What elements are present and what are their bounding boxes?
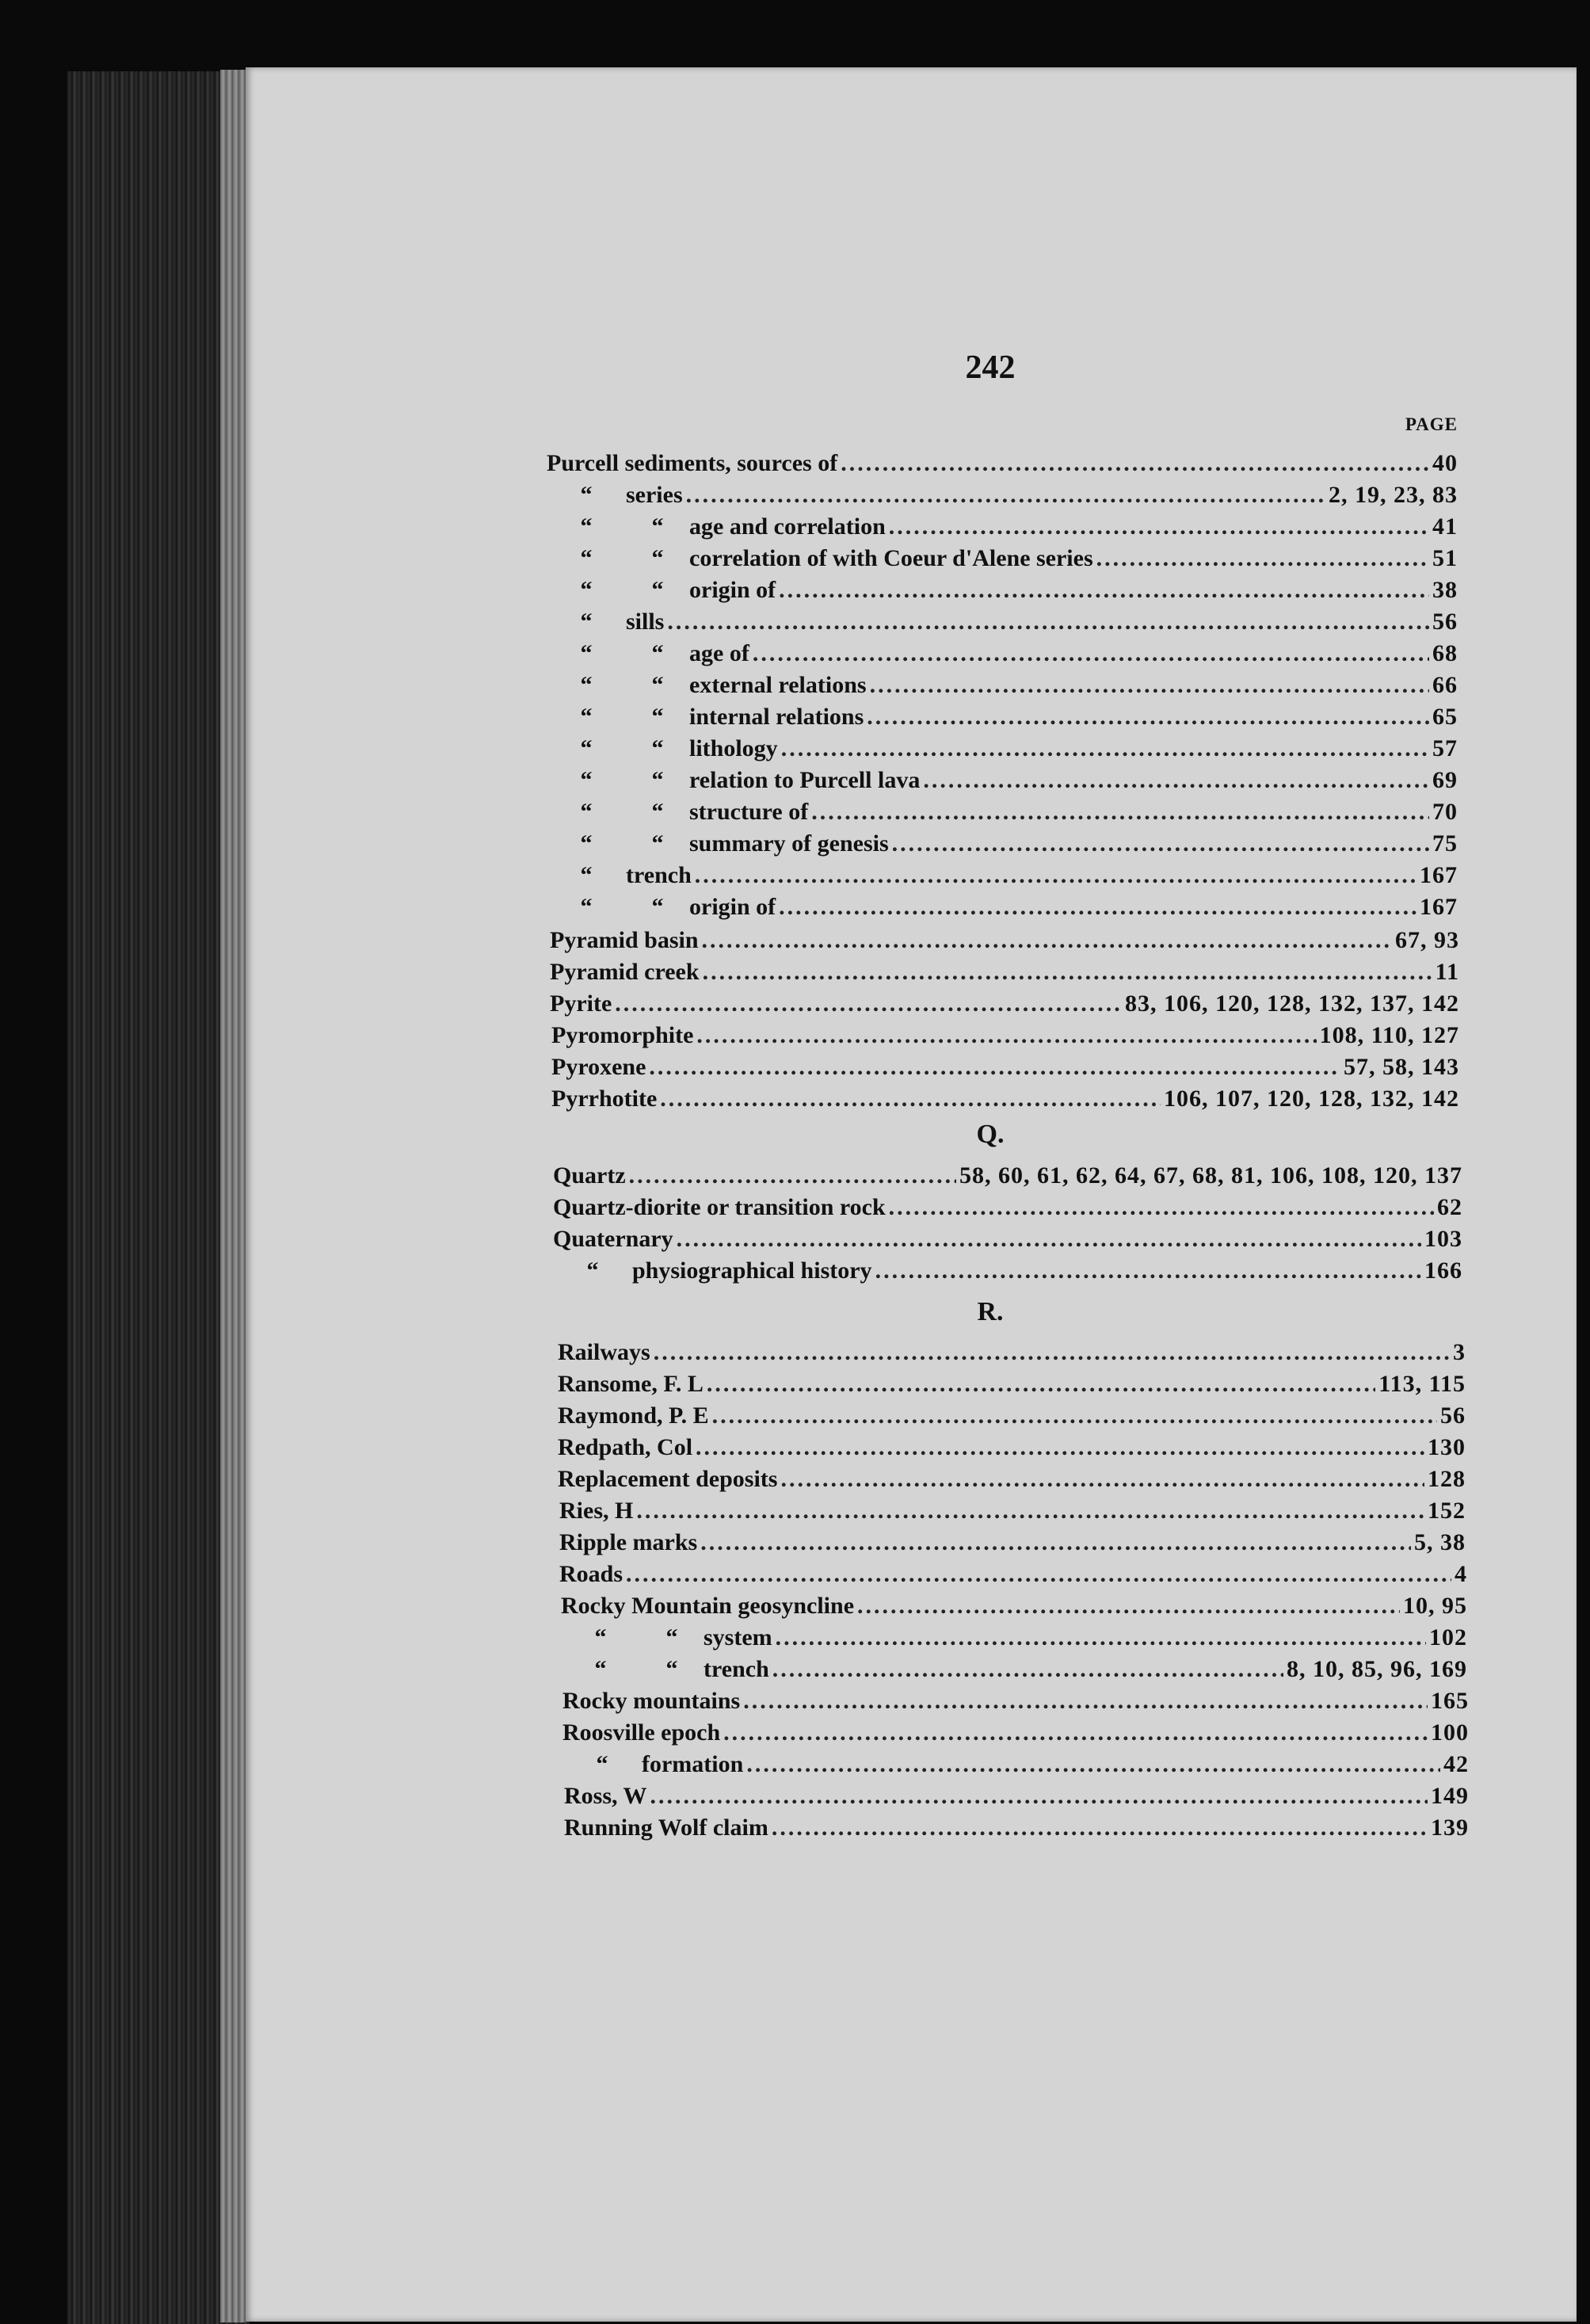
page-references: 56 xyxy=(1440,1402,1466,1429)
ditto-mark: “ xyxy=(580,799,593,825)
page-references: 149 xyxy=(1431,1783,1469,1809)
index-term: internal relations xyxy=(689,704,864,730)
page-references: 108, 110, 127 xyxy=(1319,1022,1459,1048)
dot-leader xyxy=(667,606,1429,638)
page-references: 42 xyxy=(1443,1751,1469,1777)
dot-leader xyxy=(889,1192,1434,1223)
index-entry xyxy=(564,1812,1469,1844)
page-references: 139 xyxy=(1431,1815,1469,1841)
dot-leader xyxy=(626,1559,1451,1590)
page-references: 65 xyxy=(1432,704,1458,730)
dot-leader xyxy=(746,1749,1440,1780)
dot-leader xyxy=(660,1083,1161,1115)
page-number: 242 xyxy=(965,349,1016,386)
page-references: 67, 93 xyxy=(1395,927,1459,953)
index-term: summary of genesis xyxy=(689,830,889,857)
index-entry xyxy=(547,606,1458,638)
page-references: 41 xyxy=(1432,513,1458,540)
index-term: formation xyxy=(642,1751,744,1777)
page-references: 62 xyxy=(1437,1194,1462,1220)
page-references: 103 xyxy=(1424,1226,1462,1252)
dot-leader xyxy=(686,479,1325,511)
page-references: 57, 58, 143 xyxy=(1344,1054,1459,1080)
index-term: Redpath, Col xyxy=(558,1434,693,1460)
index-entry xyxy=(558,1400,1466,1432)
index-entry xyxy=(553,1223,1462,1255)
index-term: physiographical history xyxy=(632,1257,872,1284)
dot-leader xyxy=(779,891,1417,923)
page-references: 165 xyxy=(1431,1688,1469,1714)
index-entry xyxy=(547,796,1458,828)
ditto-mark: “ xyxy=(580,830,593,857)
page-references: 4 xyxy=(1455,1561,1467,1587)
index-term: Rocky mountains xyxy=(562,1688,741,1714)
ditto-mark: “ xyxy=(651,704,664,730)
page-references: 167 xyxy=(1420,894,1458,920)
index-entry xyxy=(562,1749,1469,1780)
ditto-mark: “ xyxy=(586,1257,599,1284)
index-entry xyxy=(547,860,1458,891)
ditto-mark: “ xyxy=(580,545,593,571)
dot-leader xyxy=(889,511,1429,543)
index-term: age and correlation xyxy=(689,513,886,540)
index-entry xyxy=(558,1337,1466,1368)
ditto-mark: “ xyxy=(580,609,593,635)
ditto-mark: “ xyxy=(651,513,664,540)
index-term: Pyramid basin xyxy=(550,927,699,953)
ditto-mark: “ xyxy=(651,640,664,666)
index-term: origin of xyxy=(689,894,776,920)
index-term: Roosville epoch xyxy=(562,1719,721,1746)
index-entry xyxy=(558,1432,1466,1463)
ditto-mark: “ xyxy=(580,482,593,508)
page-references: 75 xyxy=(1432,830,1458,857)
index-entry xyxy=(553,1192,1462,1223)
index-entry xyxy=(559,1559,1467,1590)
page-references: 38 xyxy=(1432,577,1458,603)
ditto-mark: “ xyxy=(651,577,664,603)
dot-leader xyxy=(780,1463,1424,1495)
page-references: 2, 19, 23, 83 xyxy=(1329,482,1458,508)
page-references: 57 xyxy=(1432,735,1458,761)
dot-leader xyxy=(707,1368,1375,1400)
index-term: trench xyxy=(703,1656,769,1682)
ditto-mark: “ xyxy=(651,735,664,761)
index-entry xyxy=(559,1527,1466,1559)
index-term: structure of xyxy=(689,799,809,825)
index-entry xyxy=(547,511,1458,543)
index-term: Pyrrhotite xyxy=(551,1086,658,1112)
dot-leader xyxy=(1096,543,1429,574)
index-term: relation to Purcell lava xyxy=(689,767,921,793)
index-entry xyxy=(547,733,1458,765)
page-references: 51 xyxy=(1432,545,1458,571)
index-term: Purcell sediments, sources of xyxy=(547,450,838,476)
ditto-mark: “ xyxy=(651,830,664,857)
dot-leader xyxy=(695,860,1417,891)
dot-leader xyxy=(772,1812,1428,1844)
page-references: 3 xyxy=(1453,1339,1466,1365)
index-term: Running Wolf claim xyxy=(564,1815,768,1841)
page-references: 11 xyxy=(1435,959,1459,985)
dot-leader xyxy=(615,988,1122,1020)
ditto-mark: “ xyxy=(580,862,593,888)
ditto-mark: “ xyxy=(651,545,664,571)
dot-leader xyxy=(841,448,1429,479)
index-term: Pyromorphite xyxy=(551,1022,694,1048)
dot-leader xyxy=(811,796,1429,828)
index-entry xyxy=(551,1020,1459,1051)
dot-leader xyxy=(700,1527,1411,1559)
dot-leader xyxy=(875,1255,1421,1287)
ditto-mark: “ xyxy=(580,640,593,666)
index-term: sills xyxy=(626,609,665,635)
ditto-mark: “ xyxy=(580,767,593,793)
ditto-mark: “ xyxy=(651,672,664,698)
index-term: Railways xyxy=(558,1339,650,1365)
index-term: Quartz xyxy=(553,1162,626,1189)
dot-leader xyxy=(696,1020,1316,1051)
ditto-mark: “ xyxy=(580,894,593,920)
index-entry xyxy=(547,670,1458,701)
dot-leader xyxy=(892,828,1429,860)
dot-leader xyxy=(696,1432,1424,1463)
page-references: 130 xyxy=(1428,1434,1466,1460)
index-term: Quaternary xyxy=(553,1226,673,1252)
index-term: system xyxy=(703,1624,772,1650)
index-entry xyxy=(553,1160,1462,1192)
dot-leader xyxy=(636,1495,1424,1527)
index-entry xyxy=(550,988,1459,1020)
dot-leader xyxy=(703,956,1432,988)
index-term: origin of xyxy=(689,577,776,603)
dot-leader xyxy=(923,765,1429,796)
page-references: 113, 115 xyxy=(1378,1371,1466,1397)
index-entry xyxy=(562,1685,1469,1717)
page-references: 8, 10, 85, 96, 169 xyxy=(1287,1656,1467,1682)
index-entry xyxy=(547,638,1458,670)
dot-leader xyxy=(629,1160,956,1192)
index-term: lithology xyxy=(689,735,778,761)
index-term: Ripple marks xyxy=(559,1529,698,1555)
dot-leader xyxy=(649,1051,1340,1083)
ditto-mark: “ xyxy=(665,1656,678,1682)
index-entry xyxy=(551,1051,1459,1083)
page-references: 5, 38 xyxy=(1414,1529,1466,1555)
page-references: 56 xyxy=(1432,609,1458,635)
index-entry xyxy=(547,891,1458,923)
index-entry xyxy=(559,1495,1466,1527)
dot-leader xyxy=(776,1622,1426,1654)
page-references: 102 xyxy=(1429,1624,1467,1650)
index-term: Pyrite xyxy=(550,990,612,1017)
index-term: Ransome, F. L xyxy=(558,1371,703,1397)
index-entry xyxy=(547,765,1458,796)
ditto-mark: “ xyxy=(580,513,593,540)
ditto-mark: “ xyxy=(594,1656,607,1682)
page-stack-edge xyxy=(220,70,246,2322)
index-entry xyxy=(562,1717,1469,1749)
section-heading-r: R. xyxy=(977,1297,1004,1326)
dot-leader xyxy=(654,1337,1450,1368)
index-term: Replacement deposits xyxy=(558,1466,778,1492)
dot-leader xyxy=(743,1685,1428,1717)
page-references: 128 xyxy=(1428,1466,1466,1492)
dot-leader xyxy=(857,1590,1400,1622)
ditto-mark: “ xyxy=(580,735,593,761)
index-term: Ross, W xyxy=(564,1783,647,1809)
dot-leader xyxy=(753,638,1429,670)
index-entry xyxy=(561,1622,1467,1654)
index-term: external relations xyxy=(689,672,867,698)
ditto-mark: “ xyxy=(580,577,593,603)
dot-leader xyxy=(650,1780,1428,1812)
index-entry xyxy=(550,956,1459,988)
dot-leader xyxy=(677,1223,1421,1255)
dot-leader xyxy=(723,1717,1428,1749)
index-entry xyxy=(558,1463,1466,1495)
page-references: 83, 106, 120, 128, 132, 137, 142 xyxy=(1125,990,1459,1017)
ditto-mark: “ xyxy=(596,1751,608,1777)
page-references: 69 xyxy=(1432,767,1458,793)
dot-leader xyxy=(712,1400,1437,1432)
page-references: 106, 107, 120, 128, 132, 142 xyxy=(1164,1086,1459,1112)
index-term: Ries, H xyxy=(559,1498,634,1524)
index-entry xyxy=(547,479,1458,511)
index-term: Rocky Mountain geosyncline xyxy=(561,1593,855,1619)
page-references: 58, 60, 61, 62, 64, 67, 68, 81, 106, 108, 120, 137 xyxy=(959,1162,1462,1189)
page-references: 40 xyxy=(1432,450,1458,476)
page-references: 66 xyxy=(1432,672,1458,698)
index-term: correlation of with Coeur d'Alene series xyxy=(689,545,1093,571)
index-term: series xyxy=(626,482,683,508)
page-references: 152 xyxy=(1428,1498,1466,1524)
index-term: trench xyxy=(626,862,692,888)
ditto-mark: “ xyxy=(665,1624,678,1650)
dot-leader xyxy=(867,701,1429,733)
page-references: 68 xyxy=(1432,640,1458,666)
ditto-mark: “ xyxy=(580,704,593,730)
ditto-mark: “ xyxy=(594,1624,607,1650)
page-column-header: PAGE xyxy=(1405,414,1458,434)
section-heading-q: Q. xyxy=(976,1120,1005,1149)
index-entry xyxy=(553,1255,1462,1287)
ditto-mark: “ xyxy=(580,672,593,698)
index-term: Pyroxene xyxy=(551,1054,646,1080)
dot-leader xyxy=(781,733,1429,765)
page-references: 70 xyxy=(1432,799,1458,825)
index-term: Roads xyxy=(559,1561,623,1587)
index-term: Pyramid creek xyxy=(550,959,700,985)
page-references: 166 xyxy=(1424,1257,1462,1284)
index-entry xyxy=(547,701,1458,733)
index-entry xyxy=(551,1083,1459,1115)
page-references: 100 xyxy=(1431,1719,1469,1746)
index-entry xyxy=(547,543,1458,574)
index-term: Raymond, P. E xyxy=(558,1402,709,1429)
index-entry xyxy=(561,1654,1467,1685)
index-entry xyxy=(547,574,1458,606)
dot-leader xyxy=(779,574,1429,606)
index-entry xyxy=(558,1368,1466,1400)
ditto-mark: “ xyxy=(651,767,664,793)
page-references: 167 xyxy=(1420,862,1458,888)
index-entry xyxy=(564,1780,1469,1812)
index-entry xyxy=(547,828,1458,860)
index-entry xyxy=(561,1590,1467,1622)
index-entry xyxy=(550,925,1459,956)
index-term: age of xyxy=(689,640,749,666)
dot-leader xyxy=(772,1654,1283,1685)
dot-leader xyxy=(870,670,1429,701)
ditto-mark: “ xyxy=(651,799,664,825)
index-entry xyxy=(547,448,1458,479)
dot-leader xyxy=(702,925,1392,956)
index-term: Quartz-diorite or transition rock xyxy=(553,1194,886,1220)
page-references: 10, 95 xyxy=(1403,1593,1467,1619)
ditto-mark: “ xyxy=(651,894,664,920)
